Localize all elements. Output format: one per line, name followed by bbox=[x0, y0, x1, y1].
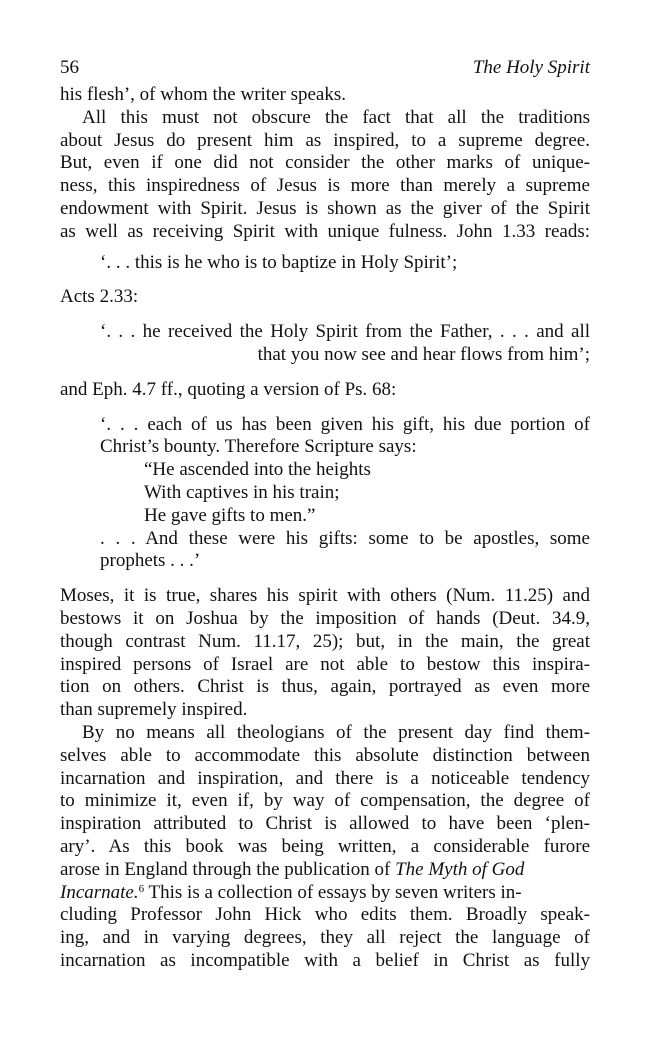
text-line bbox=[60, 859, 590, 882]
text-line: But, even if one did not consider the other marks of unique- bbox=[60, 152, 590, 174]
text-line: . . . And these were his gifts: some to be apostles, some bbox=[100, 527, 590, 549]
text-line: Moses, it is true, shares his spirit with others (Num. 11.25) and bbox=[60, 585, 590, 607]
quote-acts bbox=[60, 321, 590, 367]
text-line: ary’. As this book was being written, a considerable furore bbox=[60, 835, 590, 857]
text-fragment: This is a collection of essays by seven writers in- bbox=[144, 881, 522, 903]
text-fragment: arose in England through the publication of bbox=[60, 858, 391, 880]
text-line: tion on others. Christ is thus, again, portrayed as even more bbox=[60, 676, 590, 698]
quote-ephesians bbox=[60, 414, 590, 574]
text-line: as well as receiving Spirit with unique fulness. John 1.33 reads: bbox=[60, 220, 590, 242]
text-line bbox=[60, 882, 590, 905]
text-line: By no means all theologians of the present day find them- bbox=[82, 721, 590, 743]
text-line: prophets . . .’ bbox=[100, 550, 201, 572]
text-line: incarnation as incompatible with a belief in Christ as fully bbox=[60, 949, 590, 971]
text-line: Christ’s bounty. Therefore Scripture says: bbox=[100, 436, 417, 458]
poem-line: “He ascended into the heights bbox=[144, 459, 371, 481]
paragraph-traditions bbox=[60, 107, 590, 244]
text-line: All this must not obscure the fact that all the traditions bbox=[82, 106, 590, 128]
text-line: bestows it on Joshua by the imposition of hands (Deut. 34.9, bbox=[60, 607, 590, 629]
page-number: 56 bbox=[60, 57, 79, 78]
text-line: to minimize it, even if, by way of compensation, the degree of bbox=[60, 790, 590, 812]
reference-acts: Acts 2.33: bbox=[60, 286, 139, 308]
text-line: ‘. . . each of us has been given his gift, his due portion of bbox=[100, 413, 590, 435]
paragraph-theologians bbox=[60, 722, 590, 973]
reference-ephesians: and Eph. 4.7 ff., quoting a version of Ps. 68: bbox=[60, 378, 397, 400]
text-line: that you now see and hear flows from him’; bbox=[257, 343, 590, 365]
poem-line: He gave gifts to men.” bbox=[144, 504, 316, 526]
book-title: Incarnate. bbox=[60, 881, 139, 903]
text-line: incarnation and inspiration, and there is a noticeable tendency bbox=[60, 767, 590, 789]
book-page bbox=[60, 56, 590, 973]
text-line: ing, and in varying degrees, they all reject the language of bbox=[60, 927, 590, 949]
quote-john: ‘. . . this is he who is to baptize in Holy Spirit’; bbox=[100, 251, 458, 273]
text-line: ‘. . . he received the Holy Spirit from the Father, . . . and all bbox=[100, 321, 590, 343]
text-line: inspired persons of Israel are not able to bestow this inspira- bbox=[60, 653, 590, 675]
running-head bbox=[60, 56, 590, 84]
text-line: than supremely inspired. bbox=[60, 699, 248, 721]
paragraph-moses bbox=[60, 585, 590, 722]
book-title: The Myth of God bbox=[395, 858, 525, 880]
text-line: endowment with Spirit. Jesus is shown as the giver of the Spirit bbox=[60, 197, 590, 219]
text-line: ness, this inspiredness of Jesus is more than merely a supreme bbox=[60, 175, 590, 197]
text-line: inspiration attributed to Christ is allowed to have been ‘plen- bbox=[60, 813, 590, 835]
running-title: The Holy Spirit bbox=[472, 57, 590, 78]
text-line: though contrast Num. 11.17, 25); but, in the main, the great bbox=[60, 630, 590, 652]
paragraph-continuation bbox=[60, 84, 590, 107]
poem bbox=[60, 459, 590, 527]
footnote-marker: 6 bbox=[138, 882, 145, 895]
poem-line: With captives in his train; bbox=[144, 481, 340, 503]
text-line: selves able to accommodate this absolute distinction between bbox=[60, 744, 590, 766]
text-line: his flesh’, of whom the writer speaks. bbox=[60, 84, 346, 105]
text-line: cluding Professor John Hick who edits them. Broadly speak- bbox=[60, 904, 590, 926]
text-line: about Jesus do present him as inspired, to a supreme degree. bbox=[60, 129, 590, 151]
